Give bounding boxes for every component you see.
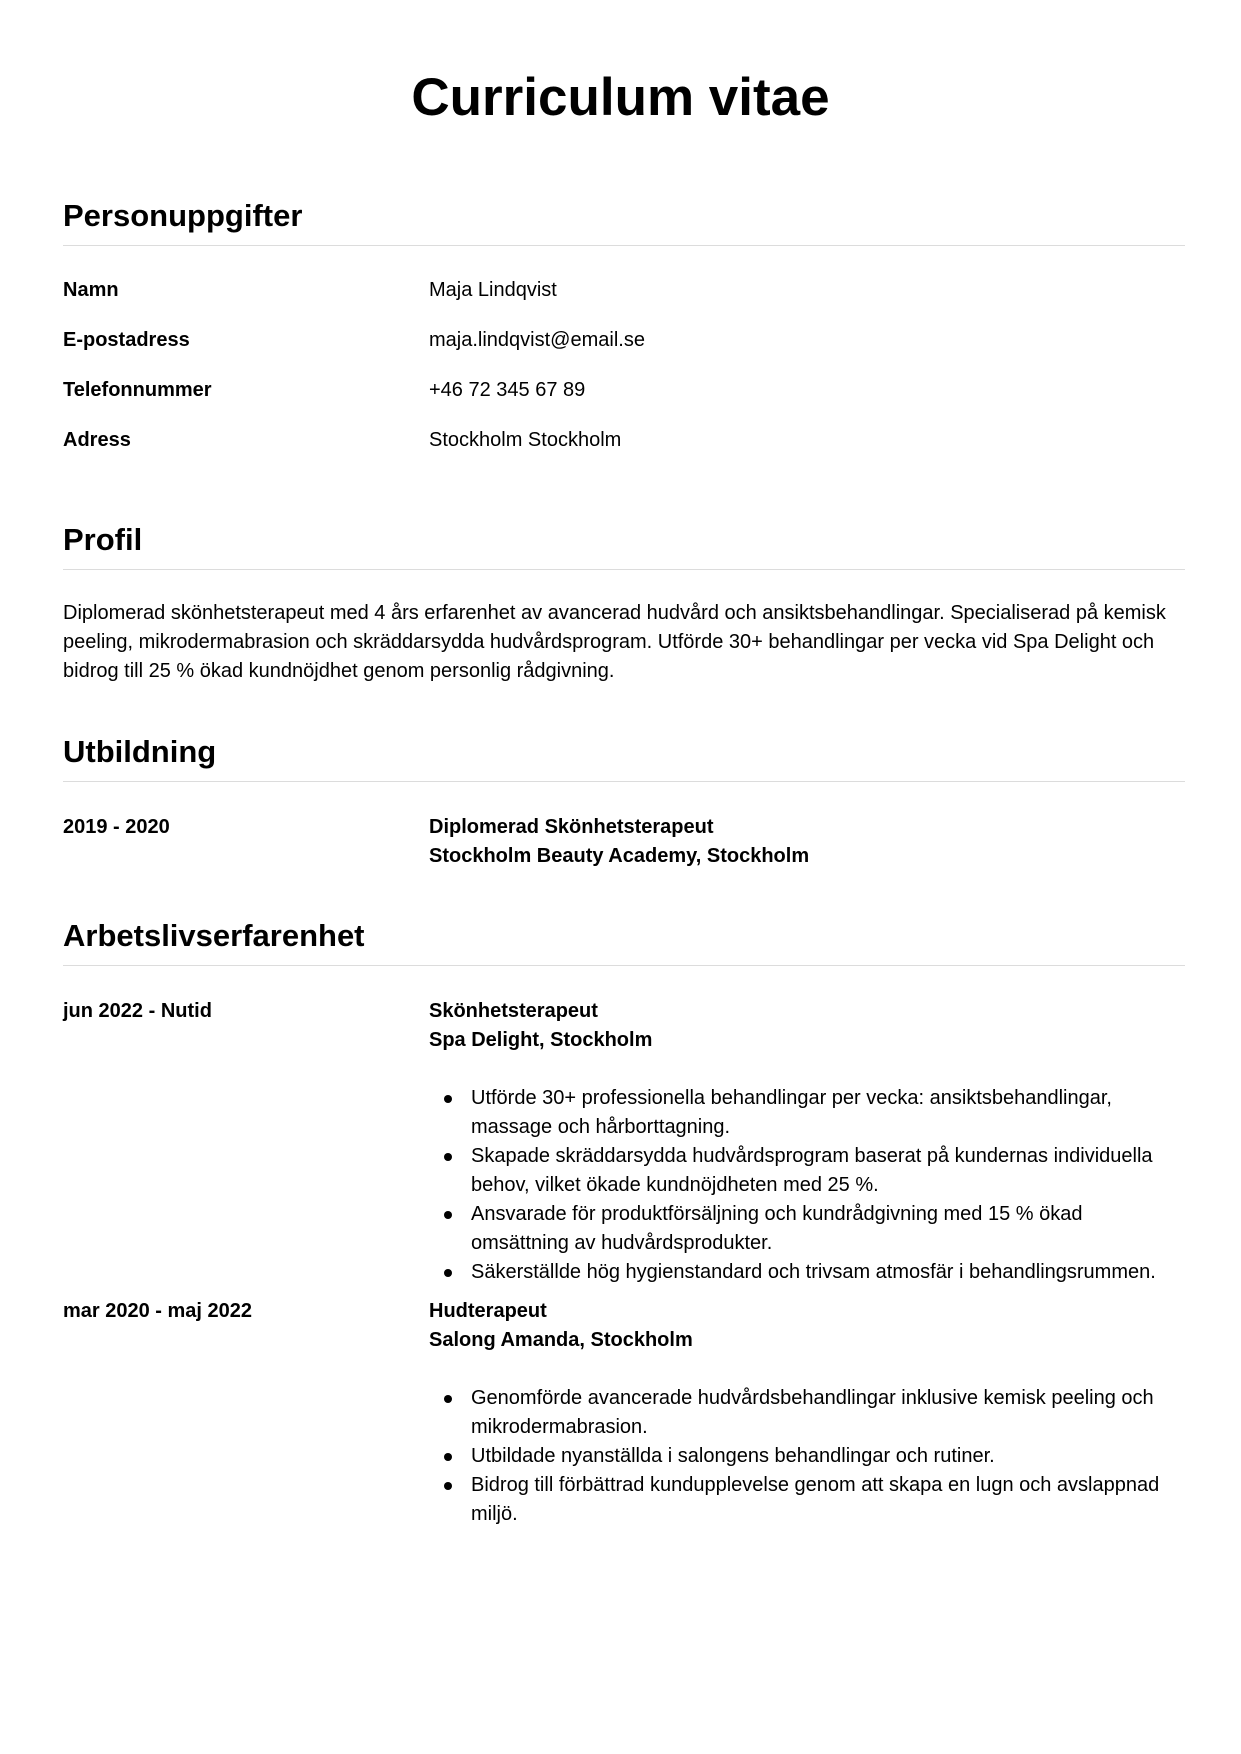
info-value: Maja Lindqvist — [429, 279, 557, 301]
entry-period: mar 2020 - maj 2022 — [63, 1300, 253, 1322]
entry-place: Salong Amanda, Stockholm — [429, 1329, 693, 1351]
bullet-text: Bidrog till förbättrad kundupplevelse genom att skapa en lugn och avslappnad miljö. — [471, 1474, 1160, 1525]
section-heading-profile: Profil — [63, 521, 1185, 570]
profile-section — [63, 521, 1185, 686]
entry-title: Hudterapeut — [429, 1300, 547, 1322]
spacer — [63, 570, 1185, 599]
bullet-list — [429, 1384, 1185, 1529]
bullet-icon — [444, 1453, 452, 1461]
entry-place: Spa Delight, Stockholm — [429, 1029, 653, 1051]
bullet-list — [429, 1084, 1185, 1287]
info-row-name — [63, 276, 1185, 326]
bullet-item — [471, 1471, 1185, 1529]
experience-section — [63, 917, 1185, 1529]
bullet-item — [471, 1258, 1185, 1287]
info-label: E-postadress — [63, 329, 190, 351]
section-heading-personal: Personuppgifter — [63, 197, 1185, 246]
spacer — [63, 966, 1185, 997]
email-value[interactable]: maja.lindqvist@email.se — [429, 329, 645, 351]
info-row-address — [63, 426, 1185, 476]
bullet-text: Skapade skräddarsydda hudvårdsprogram baserat på kundernas individuella behov, vilket ökade kundnöjdheten med 25 %. — [471, 1145, 1153, 1196]
bullet-icon — [444, 1211, 452, 1219]
bullet-text: Genomförde avancerade hudvårdsbehandlingar inklusive kemisk peeling och mikrodermabrasion. — [471, 1387, 1154, 1438]
bullet-text: Utförde 30+ professionella behandlingar per vecka: ansiktsbehandlingar, massage och hårborttagning. — [471, 1087, 1112, 1138]
bullet-item — [471, 1200, 1185, 1258]
entry-title: Skönhetsterapeut — [429, 1000, 598, 1022]
document-title: Curriculum vitae — [411, 68, 830, 127]
entry-details — [429, 813, 1185, 871]
spacer — [63, 782, 1185, 813]
bullet-item — [471, 1084, 1185, 1142]
bullet-item — [471, 1384, 1185, 1442]
entry-details — [429, 997, 1185, 1287]
entry-place: Stockholm Beauty Academy, Stockholm — [429, 845, 810, 867]
bullet-text: Ansvarade för produktförsäljning och kundrådgivning med 15 % ökad omsättning av hudvårdsprodukter. — [471, 1203, 1083, 1254]
info-label: Namn — [63, 279, 119, 301]
bullet-icon — [444, 1395, 452, 1403]
info-row-phone — [63, 376, 1185, 426]
experience-entry — [63, 997, 1185, 1287]
education-section — [63, 733, 1185, 871]
info-row-email — [63, 326, 1185, 376]
bullet-icon — [444, 1153, 452, 1161]
bullet-icon — [444, 1269, 452, 1277]
info-value: Stockholm Stockholm — [429, 429, 622, 451]
bullet-item — [471, 1442, 1185, 1471]
spacer — [63, 1287, 1185, 1297]
entry-details — [429, 1297, 1185, 1529]
bullet-text: Utbildade nyanställda i salongens behandlingar och rutiner. — [471, 1445, 995, 1467]
experience-entry — [63, 1297, 1185, 1529]
entry-title: Diplomerad Skönhetsterapeut — [429, 816, 714, 838]
spacer — [63, 246, 1185, 276]
profile-text: Diplomerad skönhetsterapeut med 4 års erfarenhet av avancerad hudvård och ansiktsbehandlingar. Specialiserad på kemisk peeling, mikrodermabrasion och skräddarsydda hudvårdsprogram. Utförde 30+ behandlingar per vecka vid Spa Delight och bidrog till 25 % ökad kundnöjdhet genom personlig rådgivning. — [63, 602, 1166, 682]
education-entry — [63, 813, 1185, 871]
section-heading-experience: Arbetslivserfarenhet — [63, 917, 1185, 966]
bullet-item — [471, 1142, 1185, 1200]
bullet-icon — [444, 1095, 452, 1103]
section-heading-education: Utbildning — [63, 733, 1185, 782]
bullet-icon — [444, 1482, 452, 1490]
phone-value[interactable]: +46 72 345 67 89 — [429, 379, 586, 401]
entry-period: 2019 - 2020 — [63, 816, 170, 838]
info-label: Telefonnummer — [63, 379, 212, 401]
personal-info-section — [63, 197, 1185, 476]
entry-period: jun 2022 - Nutid — [63, 1000, 212, 1022]
info-label: Adress — [63, 429, 131, 451]
bullet-text: Säkerställde hög hygienstandard och trivsam atmosfär i behandlingsrummen. — [471, 1261, 1156, 1283]
